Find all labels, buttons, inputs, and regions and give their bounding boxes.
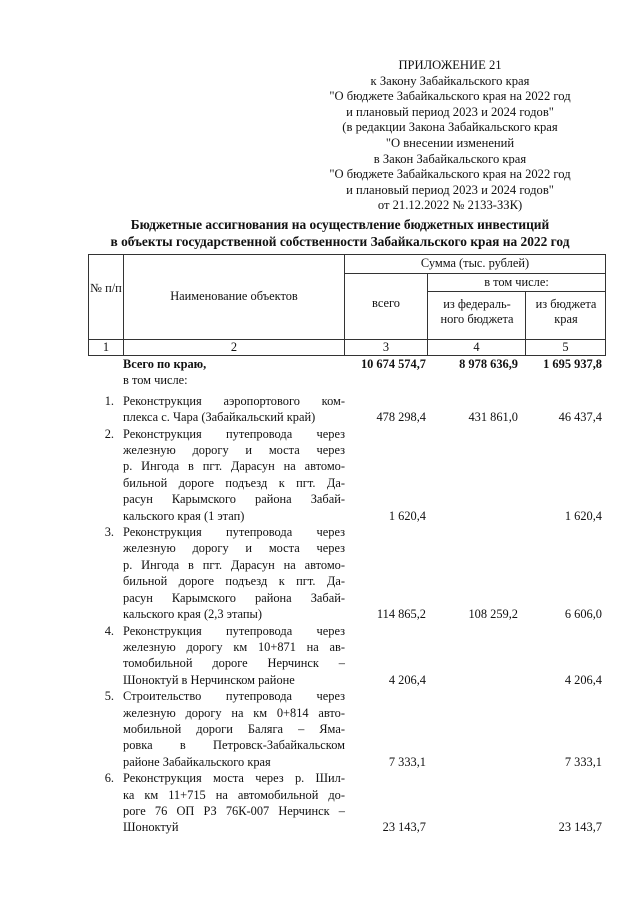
appendix-line: ПРИЛОЖЕНИЕ 21: [398, 58, 502, 72]
row-regional: 23 143,7: [558, 820, 602, 835]
table-body: [88, 356, 606, 836]
appendix-line: и плановый период 2023 и 2024 годов": [346, 104, 554, 119]
total-sublabel: в том числе:: [123, 373, 188, 388]
header-federal: из федераль-ного бюджета: [440, 297, 514, 326]
total-sum: 10 674 574,7: [360, 357, 426, 371]
row-name-line: Реконструкция аэропортового ком-: [123, 393, 345, 408]
rule: [427, 291, 606, 292]
table-row: [88, 524, 606, 622]
row-number: 5.: [104, 689, 114, 704]
col-number: 1: [102, 340, 110, 354]
row-total: 23 143,7: [382, 820, 426, 835]
row-regional: 4 206,4: [564, 672, 602, 687]
total-regional: 1 695 937,8: [543, 357, 602, 371]
title-line: Бюджетные ассигнования на осуществление бюджетных инвестиций: [130, 217, 550, 232]
row-name-line: Реконструкция моста через р. Шил-: [123, 771, 345, 786]
row-name-line: расун Карымского района Забай-: [123, 590, 345, 605]
appendix-line: "О внесении изменений: [385, 135, 515, 150]
row-name-line: Реконструкция путепровода через: [123, 426, 345, 441]
header-name: Наименование объектов: [170, 289, 298, 303]
row-name-line: роге 76 ОП РЗ 76К-007 Нерчинск –: [123, 803, 345, 818]
table-row: [88, 770, 606, 836]
appendix-header: [300, 58, 600, 214]
row-federal: 108 259,2: [468, 607, 518, 622]
row-name-line: бильной дороге подъезд к пгт. Да-: [123, 574, 345, 589]
col-number: 3: [382, 340, 390, 354]
row-number: 1.: [104, 393, 114, 408]
header-including: в том числе:: [484, 275, 549, 289]
col-number: 4: [473, 340, 480, 354]
header-num: № п/п: [90, 281, 122, 295]
row-number: 3.: [104, 525, 114, 540]
row-regional: 6 606,0: [564, 607, 602, 622]
row-total: 478 298,4: [376, 410, 426, 425]
row-name-line: ровка в Петровск-Забайкальском: [123, 738, 345, 753]
appendix-line: (в редакции Закона Забайкальского края: [342, 120, 558, 135]
row-name-line: ка км 11+715 на автомобильной до-: [123, 787, 345, 802]
row-total: 4 206,4: [388, 672, 426, 687]
row-number: 6.: [104, 771, 114, 786]
total-row: [88, 356, 606, 372]
row-name-line: Реконструкция путепровода через: [123, 623, 345, 638]
rule: [344, 273, 606, 274]
total-federal: 8 978 636,9: [459, 357, 518, 371]
row-name-line: районе Забайкальского края: [123, 754, 271, 769]
total-label: Всего по краю,: [123, 357, 207, 371]
row-name-line: кальского края (2,3 этапы): [123, 607, 262, 622]
row-name-line: бильной дороге подъезд к пгт. Да-: [123, 475, 345, 490]
row-number: 2.: [104, 426, 114, 441]
row-name-line: р. Ингода в пгт. Дарасун на автомо-: [123, 557, 345, 572]
row-name-line: мобильной дороги Балягa – Ямa-: [123, 721, 345, 736]
rule: [605, 254, 606, 356]
table-row: [88, 393, 606, 426]
row-name-line: расун Карымского района Забай-: [123, 492, 345, 507]
row-name-line: железную дорогу и моста через: [123, 541, 345, 556]
col-number: 5: [562, 340, 569, 354]
row-total: 1 620,4: [388, 508, 426, 523]
row-name-line: р. Ингода в пгт. Дарасун на автомо-: [123, 459, 345, 474]
row-regional: 46 437,4: [558, 410, 602, 425]
appendix-line: от 21.12.2022 № 2133-ЗЗК): [377, 198, 523, 213]
row-name-line: железную дорогу на км 0+814 авто-: [123, 705, 345, 720]
row-name-line: Реконструкция путепровода через: [123, 525, 345, 540]
row-number: 4.: [104, 623, 114, 638]
row-regional: 7 333,1: [564, 754, 602, 769]
row-name-line: железную дорогу и моста через: [123, 443, 345, 458]
table-row: [88, 688, 606, 770]
row-regional: 1 620,4: [564, 508, 602, 523]
header-regional: из бюджета края: [535, 297, 597, 326]
row-name-line: Шоноктуй: [123, 820, 179, 835]
table-row: [88, 426, 606, 524]
row-name-line: плекса с. Чара (Забайкальский край): [123, 410, 316, 425]
row-total: 114 865,2: [376, 607, 426, 622]
appendix-line: "О бюджете Забайкальского края на 2022 год: [329, 167, 571, 182]
row-name-line: железную дорогу км 10+871 на ав-: [123, 639, 345, 654]
table-row: [88, 623, 606, 689]
header-sum: Сумма (тыс. рублей): [420, 256, 530, 270]
table-header: [88, 254, 606, 356]
row-name-line: кальского края (1 этап): [123, 508, 245, 523]
row-federal: 431 861,0: [468, 410, 518, 425]
rule: [88, 254, 606, 255]
row-name-line: томобильной дороге Нерчинск –: [123, 656, 345, 671]
appendix-line: к Закону Забайкальского края: [370, 73, 530, 88]
total-sublabel-row: [88, 372, 606, 388]
document-title: [80, 216, 600, 250]
appendix-line: и плановый период 2023 и 2024 годов": [346, 182, 554, 197]
row-total: 7 333,1: [388, 754, 426, 769]
row-name-line: Строительство путепровода через: [123, 689, 345, 704]
appendix-line: "О бюджете Забайкальского края на 2022 год: [329, 89, 571, 104]
appendix-line: в Закон Забайкальского края: [373, 151, 527, 166]
col-number: 2: [230, 340, 238, 354]
title-line: в объекты государственной собственности Забайкальского края на 2022 год: [110, 234, 570, 249]
header-total: всего: [372, 296, 400, 310]
row-name-line: Шоноктуй в Нерчинском районе: [123, 672, 295, 687]
